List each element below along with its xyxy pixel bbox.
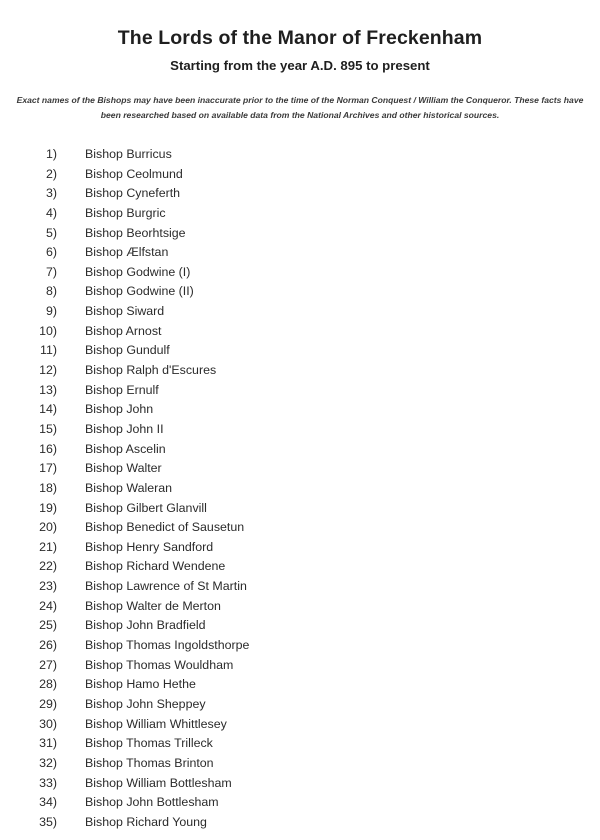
list-item-name: Bishop John Bottlesham	[85, 795, 219, 810]
list-item-index: 20)	[39, 520, 57, 535]
list-item-name: Bishop Benedict of Sausetun	[85, 520, 245, 535]
list-item-index: 18)	[39, 480, 57, 495]
list-item-name: Bishop Ascelin	[85, 441, 166, 456]
list-item-name: Bishop John II	[85, 421, 164, 436]
list-item	[0, 184, 600, 204]
list-item	[0, 616, 600, 636]
list-item-index: 27)	[39, 657, 57, 672]
list-item	[0, 695, 600, 715]
list-item-name: Bishop Walter de Merton	[85, 598, 221, 613]
list-item-index: 35)	[39, 814, 57, 829]
list-item	[0, 243, 600, 263]
list-item-name: Bishop Thomas Trilleck	[85, 736, 213, 751]
list-item	[0, 282, 600, 302]
list-item-name: Bishop Ralph d'Escures	[85, 363, 217, 378]
list-item-name: Bishop Richard Wendene	[85, 559, 226, 574]
list-item-name: Bishop Lawrence of St Martin	[85, 579, 247, 594]
list-item	[0, 636, 600, 656]
list-item	[0, 577, 600, 597]
list-item-index: 2)	[45, 166, 57, 181]
list-item	[0, 459, 600, 479]
list-item	[0, 145, 600, 165]
list-item-name: Bishop William Whittlesey	[85, 716, 227, 731]
list-item-index: 34)	[39, 795, 57, 810]
list-item-name: Bishop Hamo Hethe	[85, 677, 196, 692]
list-item	[0, 341, 600, 361]
disclaimer-note: Exact names of the Bishops may have been inaccurate prior to the time of the Norman Conquest / William the Conqueror. These facts have been researched based on available data from the National Archives and other historical sources.	[16, 94, 584, 121]
list-item-name: Bishop John Bradfield	[85, 618, 206, 633]
list-item-name: Bishop Gundulf	[85, 343, 170, 358]
list-item-index: 13)	[39, 382, 57, 397]
list-item-index: 16)	[39, 441, 57, 456]
list-item-name: Bishop Waleran	[85, 480, 173, 495]
list-item	[0, 204, 600, 224]
list-item-index: 31)	[39, 736, 57, 751]
list-item-name: Bishop Burricus	[85, 147, 172, 161]
list-item	[0, 675, 600, 695]
list-item	[0, 302, 600, 322]
list-item-name: Bishop Beorhtsige	[85, 225, 186, 240]
list-item-name: Bishop John Sheppey	[85, 696, 206, 711]
list-item-name: Bishop Thomas Wouldham	[85, 657, 234, 672]
list-item	[0, 499, 600, 519]
list-item	[0, 715, 600, 735]
list-item-index: 15)	[39, 421, 57, 436]
list-item-index: 3)	[45, 186, 57, 201]
document-header	[0, 0, 600, 124]
list-item-index: 4)	[45, 205, 57, 220]
list-item	[0, 754, 600, 774]
list-item	[0, 557, 600, 577]
list-item-name: Bishop Cyneferth	[85, 186, 181, 201]
list-item	[0, 381, 600, 401]
list-item	[0, 263, 600, 283]
list-item-index: 19)	[39, 500, 57, 515]
list-item	[0, 656, 600, 676]
list-item-index: 1)	[45, 147, 57, 161]
list-item	[0, 224, 600, 244]
list-item	[0, 165, 600, 185]
list-item	[0, 793, 600, 813]
page-title: The Lords of the Manor of Freckenham	[117, 27, 483, 49]
page-subtitle: Starting from the year A.D. 895 to present	[170, 58, 430, 74]
list-item-index: 10)	[39, 323, 57, 338]
list-item-name: Bishop John	[85, 402, 154, 417]
list-item-name: Bishop Godwine (I)	[85, 264, 191, 279]
list-item	[0, 597, 600, 617]
list-item-name: Bishop Henry Sandford	[85, 539, 214, 554]
list-item	[0, 479, 600, 499]
list-item-index: 5)	[45, 225, 57, 240]
list-item	[0, 538, 600, 558]
list-item	[0, 420, 600, 440]
list-item-index: 7)	[45, 264, 57, 279]
list-item-index: 22)	[39, 559, 57, 574]
list-item-index: 32)	[39, 755, 57, 770]
list-item-name: Bishop Thomas Ingoldsthorpe	[85, 638, 250, 653]
list-item-name: Bishop Ernulf	[85, 382, 159, 397]
list-item-name: Bishop Burgric	[85, 205, 166, 220]
list-item-name: Bishop Siward	[85, 304, 165, 319]
list-item-index: 33)	[39, 775, 57, 790]
list-item	[0, 774, 600, 794]
list-item-index: 11)	[40, 343, 57, 358]
list-item-index: 6)	[45, 245, 57, 260]
list-item	[0, 400, 600, 420]
list-item-index: 14)	[39, 402, 57, 417]
list-item-name: Bishop Thomas Brinton	[85, 755, 214, 770]
list-item-name: Bishop Ælfstan	[85, 245, 169, 260]
list-item-name: Bishop Arnost	[85, 323, 162, 338]
list-item	[0, 518, 600, 538]
list-item-index: 8)	[45, 284, 57, 299]
list-item-index: 24)	[39, 598, 57, 613]
list-item-index: 9)	[45, 304, 57, 319]
list-item-index: 30)	[39, 716, 57, 731]
lords-list	[0, 145, 600, 832]
list-item-index: 17)	[39, 461, 57, 476]
list-item-name: Bishop Ceolmund	[85, 166, 183, 181]
list-item	[0, 322, 600, 342]
list-item-name: Bishop Richard Young	[85, 814, 207, 829]
list-item-name: Bishop Gilbert Glanvill	[85, 500, 207, 515]
list-item-index: 26)	[39, 638, 57, 653]
list-item-index: 23)	[39, 579, 57, 594]
list-item-index: 21)	[39, 539, 57, 554]
list-item-index: 28)	[39, 677, 57, 692]
list-item	[0, 813, 600, 833]
list-item-name: Bishop Walter	[85, 461, 162, 476]
list-item	[0, 734, 600, 754]
list-item-index: 25)	[39, 618, 57, 633]
list-item-name: Bishop William Bottlesham	[85, 775, 232, 790]
list-item-index: 12)	[39, 363, 57, 378]
list-item	[0, 361, 600, 381]
list-item-index: 29)	[39, 696, 57, 711]
list-item	[0, 440, 600, 460]
list-item-name: Bishop Godwine (II)	[85, 284, 194, 299]
